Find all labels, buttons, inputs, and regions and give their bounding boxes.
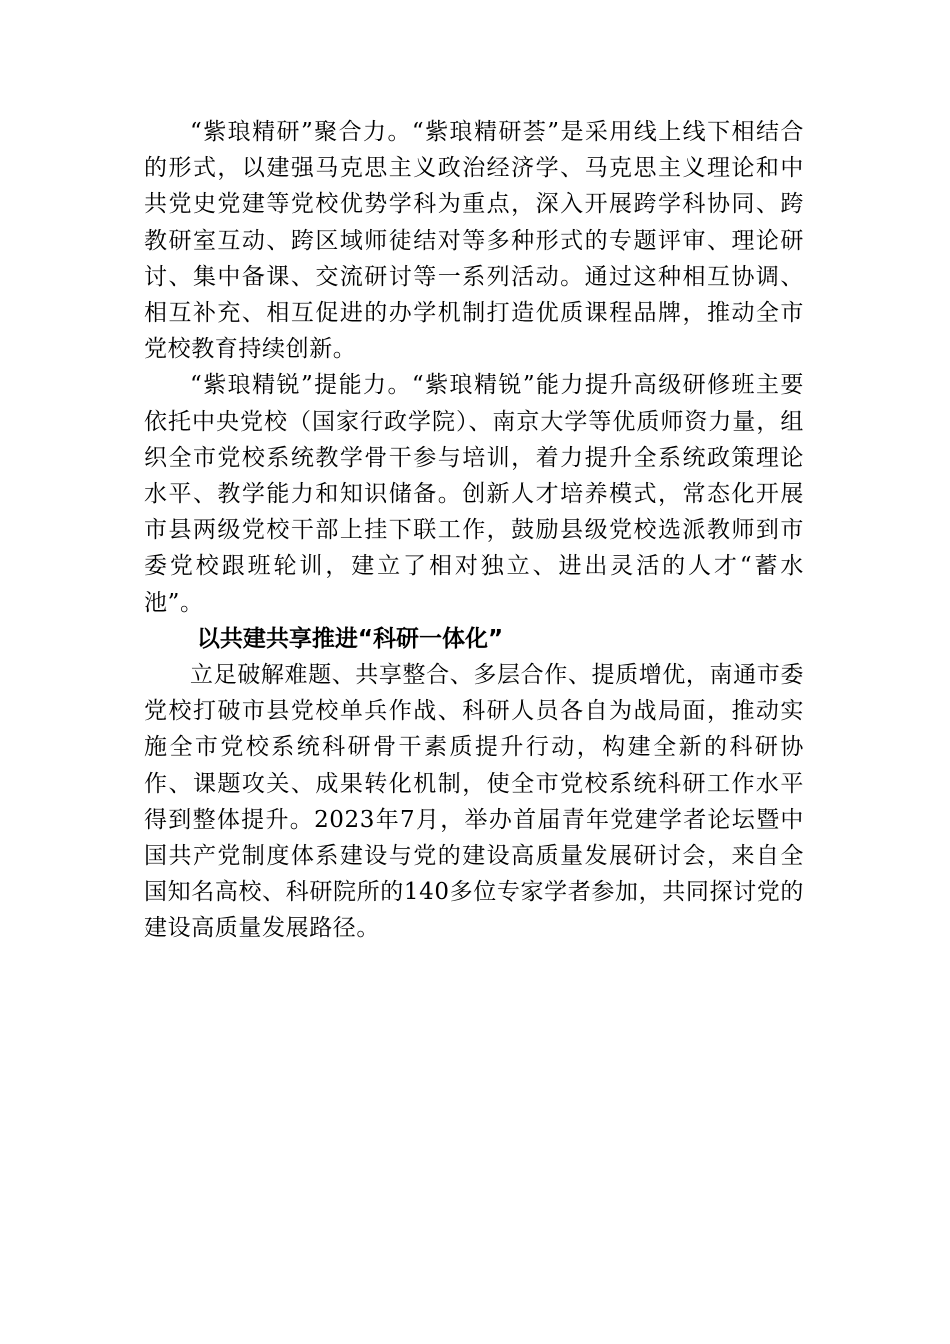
paragraph-zilang-jingrui: “紫琅精锐”提能力。“紫琅精锐”能力提升高级研修班主要依托中央党校（国家行政学院）、南京大学等优质师资力量，组织全市党校系统教学骨干参与培训，着力提升全系统政策理论水平、教学能力和知识储备。创新人才培养模式，常态化开展市县两级党校干部上挂下联工作，鼓励县级党校选派教师到市委党校跟班轮训，建立了相对独立、进出灵活的人才“蓄水池”。 — [144, 372, 804, 616]
paragraph-zilang-jingyan: “紫琅精研”聚合力。“紫琅精研荟”是采用线上线下相结合的形式，以建强马克思主义政治经济学、马克思主义理论和中共党史党建等党校优势学科为重点，深入开展跨学科协同、跨教研室互动、跨区域师徒结对等多种形式的专题评审、理论研讨、集中备课、交流研讨等一系列活动。通过这种相互协调、相互补充、相互促进的办学机制打造优质课程品牌，推动全市党校教育持续创新。 — [144, 119, 804, 363]
paragraph-research-integration: 立足破解难题、共享整合、多层合作、提质增优，南通市委党校打破市县党校单兵作战、科研人员各自为战局面，推动实施全市党校系统科研骨干素质提升行动，构建全新的科研协作、课题攻关、成果转化机制，使全市党校系统科研工作水平得到整体提升。2023年7月，举办首届青年党建学者论坛暨中国共产党制度体系建设与党的建设高质量发展研讨会，来自全国知名高校、科研院所的140多位专家学者参加，共同探讨党的建设高质量发展路径。 — [144, 662, 804, 942]
document-body — [144, 114, 804, 947]
section-heading: 以共建共享推进“科研一体化” — [196, 625, 504, 652]
